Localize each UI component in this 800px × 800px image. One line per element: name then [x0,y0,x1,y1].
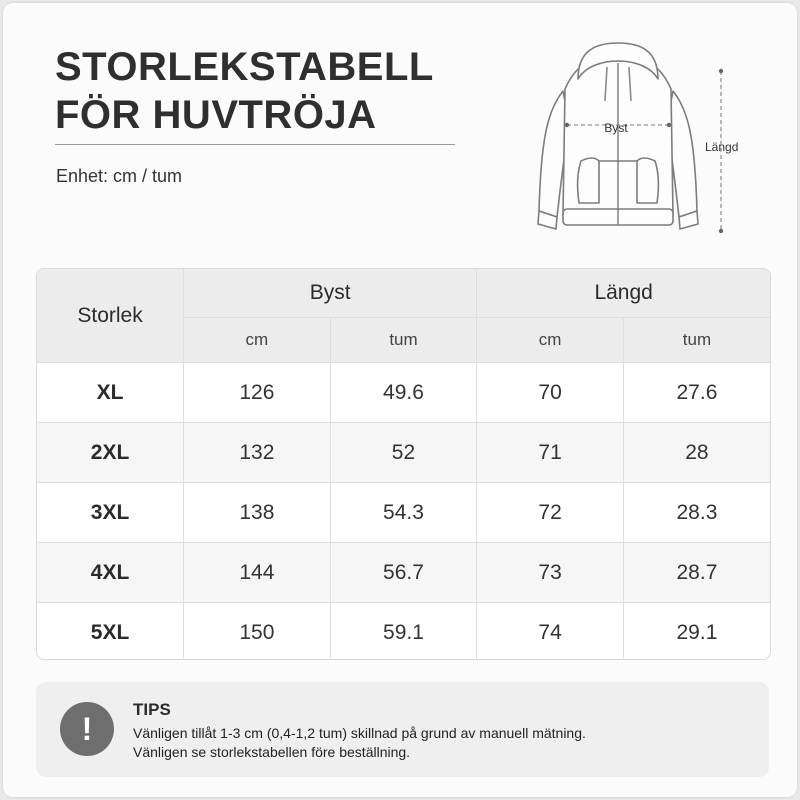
bust-group-header: Byst [184,269,477,318]
length-group-header: Längd [477,269,770,318]
bust-in-cell: 49.6 [330,363,477,423]
page-title [55,43,434,139]
size-cell: 5XL [37,603,184,661]
length-cm-cell: 70 [477,363,624,423]
bust-in-cell: 54.3 [330,483,477,543]
table-row [37,603,770,661]
exclamation-icon: ! [60,702,114,756]
size-cell: 2XL [37,423,184,483]
size-chart-card [3,3,797,797]
bust-cm-cell: 144 [184,543,331,603]
title-divider [55,144,455,145]
unit-header: cm [477,318,624,363]
length-in-cell: 27.6 [623,363,770,423]
size-cell: 3XL [37,483,184,543]
title-line-2: FÖR HUVTRÖJA [55,93,377,137]
hoodie-illustration [523,31,763,241]
table-row [37,543,770,603]
length-cm-cell: 72 [477,483,624,543]
table-row [37,423,770,483]
size-table [36,268,771,660]
size-column-header: Storlek [37,269,184,363]
bust-cm-cell: 132 [184,423,331,483]
bust-label: Byst [604,121,628,135]
bust-in-cell: 56.7 [330,543,477,603]
length-cm-cell: 73 [477,543,624,603]
length-cm-cell: 74 [477,603,624,661]
length-in-cell: 29.1 [623,603,770,661]
size-cell: 4XL [37,543,184,603]
table-row [37,363,770,423]
tips-line-2: Vänligen se storlekstabellen före beställning. [133,744,411,760]
bust-cm-cell: 126 [184,363,331,423]
tips-title: TIPS [133,700,171,719]
bust-in-cell: 52 [330,423,477,483]
unit-header: tum [330,318,477,363]
length-cm-cell: 71 [477,423,624,483]
unit-note: Enhet: cm / tum [56,166,183,186]
length-label: Längd [705,140,739,154]
unit-header: tum [623,318,770,363]
tips-line-1: Vänligen tillåt 1-3 cm (0,4-1,2 tum) skillnad på grund av manuell mätning. [133,725,586,741]
title-line-1: STORLEKSTABELL [55,45,434,89]
unit-header: cm [184,318,331,363]
bust-cm-cell: 150 [184,603,331,661]
length-in-cell: 28.7 [623,543,770,603]
length-in-cell: 28.3 [623,483,770,543]
tips-box [36,682,769,777]
length-in-cell: 28 [623,423,770,483]
size-cell: XL [37,363,184,423]
bust-in-cell: 59.1 [330,603,477,661]
table-row [37,483,770,543]
bust-cm-cell: 138 [184,483,331,543]
